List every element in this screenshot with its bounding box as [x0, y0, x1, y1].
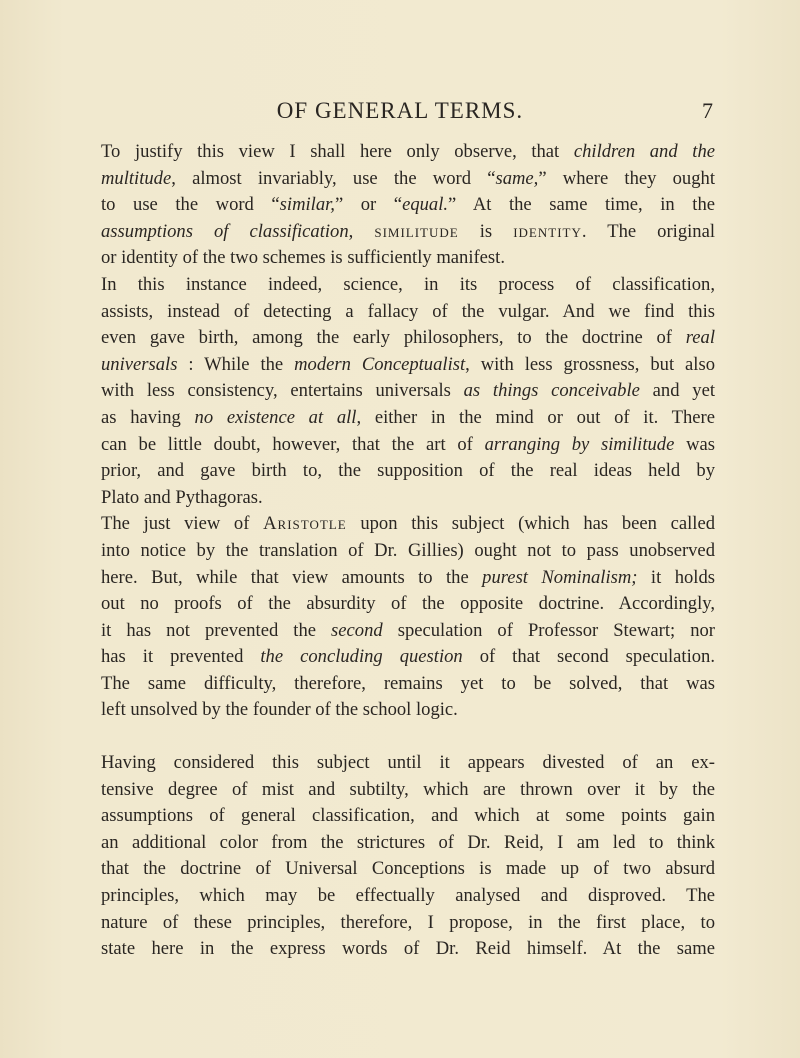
text-line: or identity of the two schemes is sufficiently manifest.: [101, 247, 505, 269]
italic-text: arranging by similitude: [484, 433, 675, 455]
text-line: tensive degree of mist and subtilty, which are thrown over it by the: [101, 778, 715, 800]
text-line: The just view of Aristotle upon this subject (which has been called: [101, 513, 715, 535]
text-line: here. But, while that view amounts to the purest Nominalism; it holds: [101, 566, 715, 588]
italic-text: similar,: [279, 194, 335, 216]
text-line: principles, which may be effectually analysed and disproved. The: [101, 885, 715, 907]
text-line: nature of these principles, therefore, I propose, in the first place, to: [101, 911, 715, 933]
text-line: as having no existence at all, either in the mind or out of it. There: [101, 406, 715, 428]
italic-text: multitude: [101, 167, 172, 189]
text-line: Having considered this subject until it appears divested of an ex-: [101, 752, 715, 774]
small-caps-text: similitude: [374, 220, 459, 242]
text-line: out no proofs of the absurdity of the opposite doctrine. Accordingly,: [101, 593, 715, 615]
text-line: assists, instead of detecting a fallacy of the vulgar. And we find this: [101, 300, 715, 322]
italic-text: purest Nominalism;: [482, 566, 638, 588]
text-line: universals : While the modern Conceptualist, with less grossness, but also: [101, 353, 715, 375]
text-line: assumptions of general classification, and which at some points gain: [101, 805, 715, 827]
page-number: 7: [702, 98, 713, 123]
italic-text: second: [331, 619, 383, 641]
text-line: assumptions of classification, similitude is identity. The original: [101, 220, 716, 242]
running-head: [0, 98, 800, 128]
paragraph: [85, 750, 715, 963]
text-line: can be little doubt, however, that the art of arranging by similitude was: [101, 433, 716, 455]
italic-text: equal.: [402, 194, 449, 216]
text-line: The same difficulty, therefore, remains yet to be solved, that was: [101, 672, 715, 694]
italic-text: children and the: [573, 141, 715, 162]
text-line: to use the word “similar,” or “equal.” At the same time, in the: [101, 194, 715, 216]
text-line: To justify this view I shall here only observe, that children and the: [101, 141, 715, 162]
text-line: state here in the express words of Dr. Reid himself. At the same: [101, 938, 715, 960]
text-line: has it prevented the concluding question of that second speculation.: [101, 646, 715, 668]
text-line: multitude, almost invariably, use the word “same,” where they ought: [101, 167, 715, 189]
italic-text: modern Conceptualist: [294, 353, 466, 375]
page-title: OF GENERAL TERMS.: [276, 98, 524, 123]
italic-text: as things conceivable: [463, 380, 640, 402]
paragraph: [85, 139, 715, 272]
small-caps-text: identity: [513, 220, 582, 242]
text-line: it has not prevented the second speculation of Professor Stewart; nor: [101, 619, 715, 641]
body-text: [85, 139, 715, 963]
italic-text: the concluding question: [260, 646, 463, 668]
paragraph: [85, 272, 715, 511]
text-line: In this instance indeed, science, in its process of classification,: [101, 273, 715, 295]
small-caps-text: Aristotle: [263, 513, 347, 535]
text-line: left unsolved by the founder of the school logic.: [101, 699, 458, 721]
text-line: even gave birth, among the early philosophers, to the doctrine of real: [101, 327, 715, 349]
italic-text: no existence at all: [194, 406, 357, 428]
text-line: an additional color from the strictures of Dr. Reid, I am led to think: [101, 831, 715, 853]
text-line: with less consistency, entertains universals as things conceivable and yet: [101, 380, 715, 402]
italic-text: same,: [495, 167, 539, 189]
paragraph: [85, 511, 715, 724]
text-line: prior, and gave birth to, the supposition of the real ideas held by: [101, 460, 715, 482]
text-line: Plato and Pythagoras.: [101, 486, 263, 508]
italic-text: assumptions of classification: [101, 220, 349, 242]
text-line: that the doctrine of Universal Conceptions is made up of two absurd: [101, 858, 715, 880]
italic-text: real: [685, 327, 715, 349]
text-line: into notice by the translation of Dr. Gillies) ought not to pass unobserved: [101, 539, 715, 561]
italic-text: universals: [101, 353, 178, 375]
